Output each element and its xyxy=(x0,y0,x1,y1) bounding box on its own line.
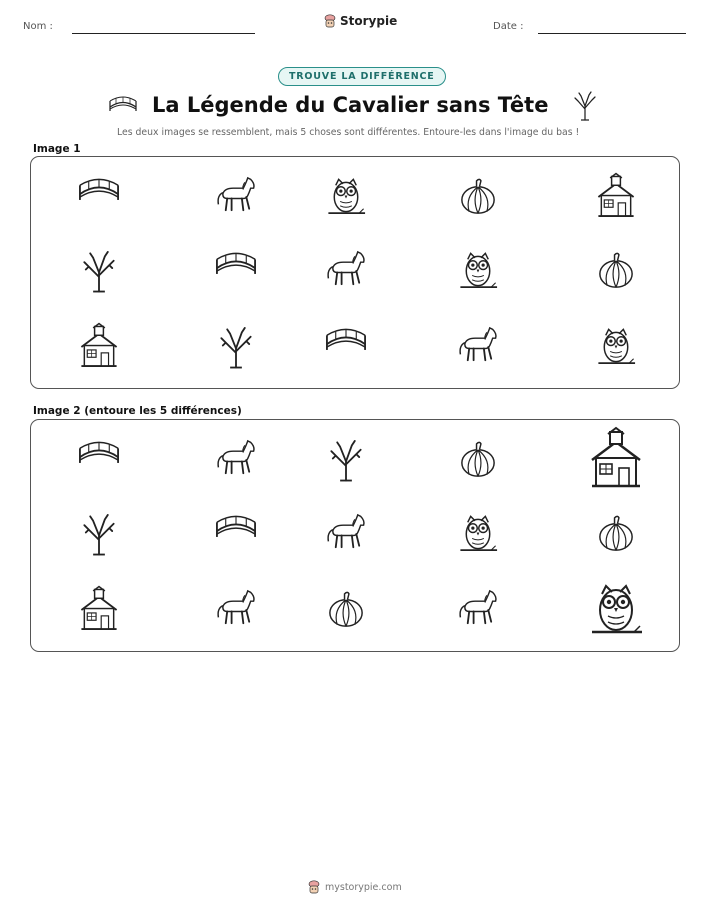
horse-icon xyxy=(456,588,500,632)
bridge-icon xyxy=(77,175,121,219)
image1-item-horse-r3c4 xyxy=(456,325,500,369)
owl-icon xyxy=(324,175,368,219)
date-line[interactable] xyxy=(538,33,686,34)
image1-label: Image 1 xyxy=(33,143,81,155)
owl-icon xyxy=(456,249,500,293)
owl-icon xyxy=(456,512,500,556)
schoolhouse-icon xyxy=(586,430,646,490)
image2-item-horse-r3c4[interactable] xyxy=(456,588,500,632)
image1-item-tree-r2c1 xyxy=(77,249,121,293)
tree-icon xyxy=(77,512,121,556)
image1-item-tree-r3c2 xyxy=(214,325,258,369)
storypie-mascot-icon xyxy=(308,880,320,894)
image1-item-schoolhouse-r1c5 xyxy=(594,175,638,219)
pumpkin-icon xyxy=(456,438,500,482)
image1-item-owl-r3c5 xyxy=(594,325,638,369)
bridge-icon xyxy=(214,512,258,556)
image1-item-pumpkin-r1c4 xyxy=(456,175,500,219)
image2-item-horse-r1c2[interactable] xyxy=(214,438,258,482)
image2-item-bridge-r2c2[interactable] xyxy=(214,512,258,556)
bridge-icon xyxy=(108,94,138,114)
image2-item-horse-r2c3[interactable] xyxy=(324,512,368,556)
pumpkin-icon xyxy=(324,588,368,632)
pumpkin-icon xyxy=(594,512,638,556)
schoolhouse-icon xyxy=(77,325,121,369)
pumpkin-icon xyxy=(456,175,500,219)
title-tree-icon xyxy=(572,91,598,125)
image2-item-schoolhouse-r1c5[interactable] xyxy=(586,430,646,490)
image1-item-owl-r1c3 xyxy=(324,175,368,219)
image2-item-tree-r2c1[interactable] xyxy=(77,512,121,556)
image1-item-owl-r2c4 xyxy=(456,249,500,293)
image1-item-bridge-r3c3 xyxy=(324,325,368,369)
image1-item-bridge-r2c2 xyxy=(214,249,258,293)
image1-item-horse-r1c2 xyxy=(214,175,258,219)
pumpkin-icon xyxy=(594,249,638,293)
bridge-icon xyxy=(324,325,368,369)
image2-item-owl-r3c5[interactable] xyxy=(586,580,646,640)
image2-item-pumpkin-r3c3[interactable] xyxy=(324,588,368,632)
image2-panel[interactable] xyxy=(30,419,680,652)
image1-item-horse-r2c3 xyxy=(324,249,368,293)
footer-url[interactable]: mystorypie.com xyxy=(325,881,402,893)
tree-icon xyxy=(214,325,258,369)
horse-icon xyxy=(214,175,258,219)
image2-item-tree-r1c3[interactable] xyxy=(324,438,368,482)
owl-icon xyxy=(594,325,638,369)
bridge-icon xyxy=(214,249,258,293)
horse-icon xyxy=(456,325,500,369)
image2-item-pumpkin-r2c5[interactable] xyxy=(594,512,638,556)
schoolhouse-icon xyxy=(594,175,638,219)
tree-icon xyxy=(77,249,121,293)
tree-icon xyxy=(324,438,368,482)
horse-icon xyxy=(214,588,258,632)
image1-item-schoolhouse-r3c1 xyxy=(77,325,121,369)
image2-item-bridge-r1c1[interactable] xyxy=(77,438,121,482)
brand-logo xyxy=(324,14,397,28)
horse-icon xyxy=(214,438,258,482)
name-line[interactable] xyxy=(72,33,255,34)
horse-icon xyxy=(324,512,368,556)
image1-item-pumpkin-r2c5 xyxy=(594,249,638,293)
image2-item-schoolhouse-r3c1[interactable] xyxy=(77,588,121,632)
date-label: Date : xyxy=(493,21,524,32)
storypie-mascot-icon xyxy=(324,14,336,28)
brand-name: Storypie xyxy=(340,14,398,28)
image2-item-pumpkin-r1c4[interactable] xyxy=(456,438,500,482)
title-bridge-icon xyxy=(108,94,138,118)
name-label: Nom : xyxy=(23,21,53,32)
image2-label: Image 2 (entoure les 5 différences) xyxy=(33,405,242,417)
image2-item-horse-r3c2[interactable] xyxy=(214,588,258,632)
activity-badge: TROUVE LA DIFFÉRENCE xyxy=(278,67,446,86)
image1-panel xyxy=(30,156,680,389)
footer xyxy=(308,880,402,894)
instructions: Les deux images se ressemblent, mais 5 choses sont différentes. Entoure-les dans l'image du bas ! xyxy=(117,127,580,138)
image2-item-owl-r2c4[interactable] xyxy=(456,512,500,556)
horse-icon xyxy=(324,249,368,293)
schoolhouse-icon xyxy=(77,588,121,632)
image1-item-bridge-r1c1 xyxy=(77,175,121,219)
owl-icon xyxy=(586,580,646,640)
page-title: La Légende du Cavalier sans Tête xyxy=(152,93,549,117)
bridge-icon xyxy=(77,438,121,482)
tree-icon xyxy=(572,91,598,121)
